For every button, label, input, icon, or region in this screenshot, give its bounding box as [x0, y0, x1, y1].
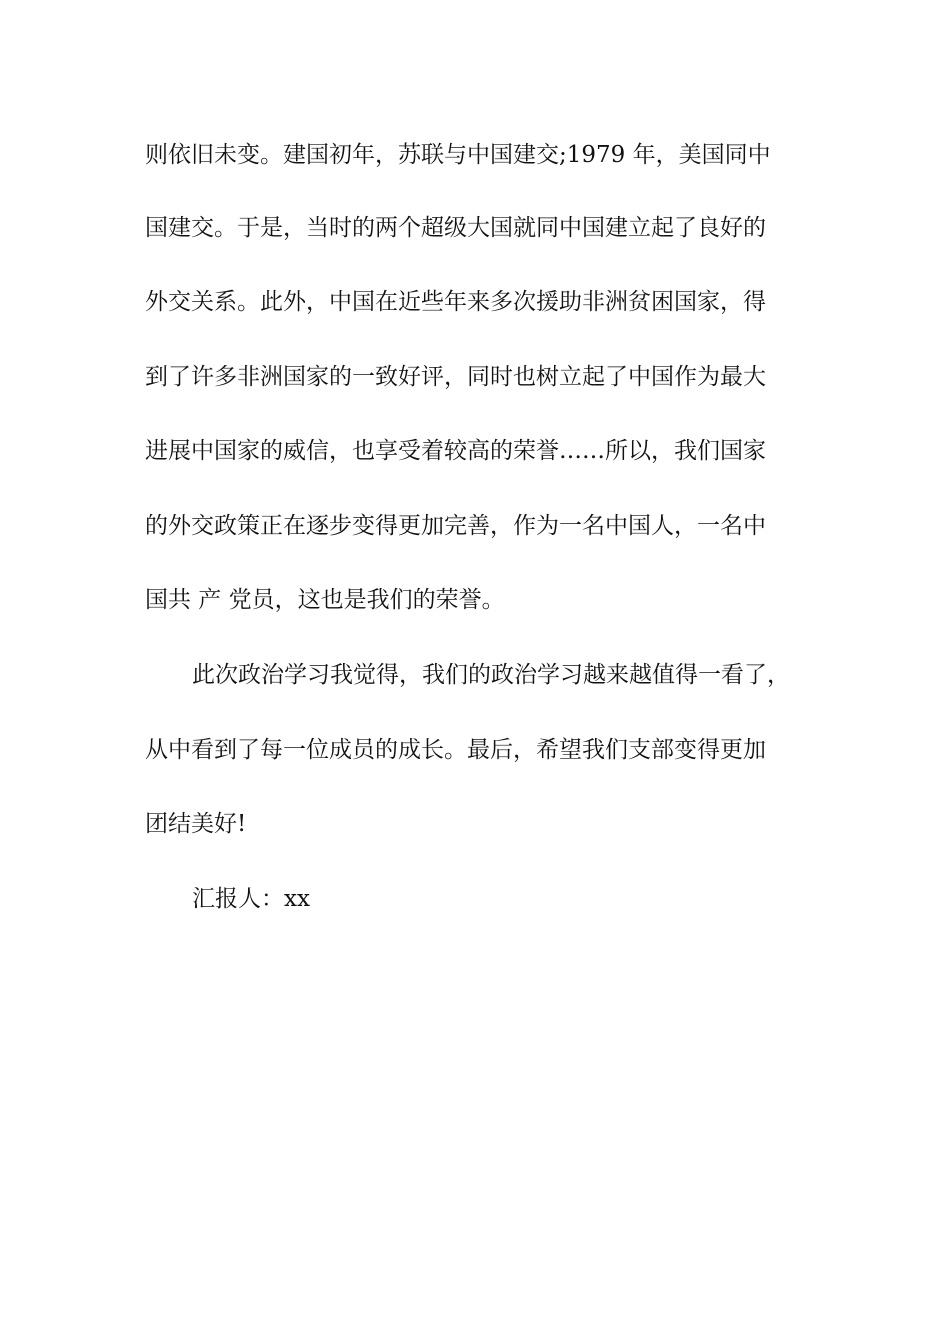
signature: 汇报人：xx: [192, 886, 310, 912]
text-line: 从中看到了每一位成员的成长。最后，希望我们支部变得更加: [145, 737, 766, 763]
text-line: 进展中国家的威信，也享受着较高的荣誉……所以，我们国家: [145, 438, 766, 464]
text-line: 的外交政策正在逐步变得更加完善，作为一名中国人，一名中: [145, 513, 766, 539]
text-line: 此次政治学习我觉得，我们的政治学习越来越值得一看了，: [192, 662, 790, 688]
text-line: 国共 产 党员，这也是我们的荣誉。: [145, 587, 505, 613]
text-line: 团结美好!: [145, 811, 247, 837]
text-line: 国建交。于是，当时的两个超级大国就同中国建立起了良好的: [145, 215, 766, 241]
text-line: 则依旧未变。建国初年，苏联与中国建交;1979 年，美国同中: [145, 142, 771, 168]
text-line: 到了许多非洲国家的一致好评，同时也树立起了中国作为最大: [145, 364, 766, 390]
text-line: 外交关系。此外，中国在近些年来多次援助非洲贫困国家，得: [145, 289, 766, 315]
